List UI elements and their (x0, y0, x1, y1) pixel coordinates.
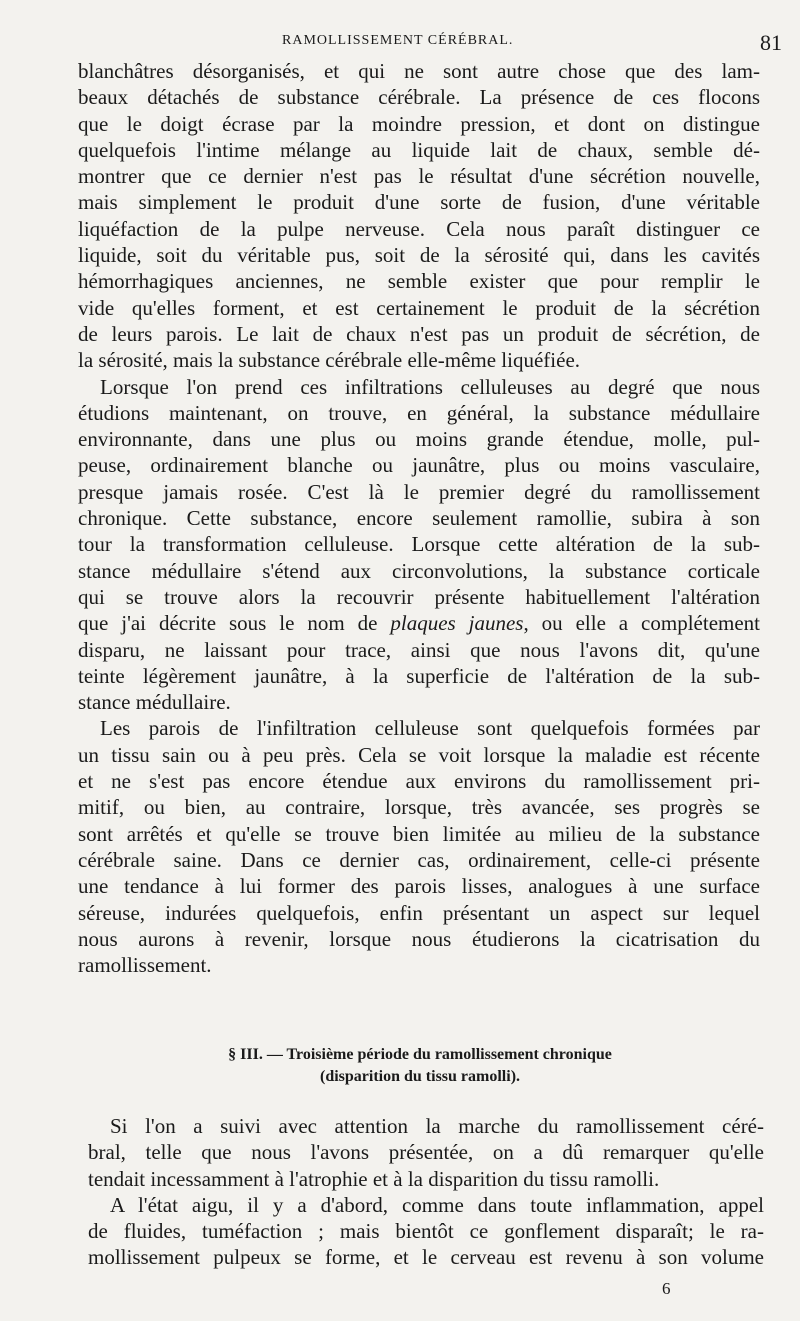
text-line: bral, telle que nous l'avons présentée, on a dû remarquer qu'elle (88, 1140, 764, 1165)
text-line: tour la transformation celluleuse. Lorsque cette altération de la sub- (78, 532, 760, 557)
paragraph-1 (78, 58, 760, 374)
section-heading-line-2: (disparition du tissu ramolli). (319, 1068, 521, 1085)
text-line: une tendance à lui former des parois lisses, analogues à une surface (78, 874, 760, 899)
running-header (0, 30, 800, 56)
paragraph-5 (88, 1192, 764, 1271)
text-line: disparu, ne laissant pour trace, ainsi que nous l'avons dit, qu'une (78, 637, 760, 662)
text-line: que le doigt écrase par la moindre pression, et dont on distingue (78, 111, 760, 136)
text-line: mollissement pulpeux se forme, et le cerveau est revenu à son volume (88, 1245, 764, 1270)
paragraph-3 (78, 715, 760, 978)
text-line: ramollissement. (78, 953, 212, 978)
section-heading-line-1: § III. — Troisième période du ramollissement chronique (228, 1046, 612, 1063)
text-line: séreuse, indurées quelquefois, enfin présentant un aspect sur lequel (78, 900, 760, 925)
text-line: Lorsque l'on prend ces infiltrations celluleuses au degré que nous (100, 374, 760, 399)
text-line: quelquefois l'intime mélange au liquide lait de chaux, semble dé- (78, 137, 760, 162)
text-line: stance médullaire s'étend aux circonvolutions, la substance corticale (78, 558, 760, 583)
body-text (78, 58, 760, 978)
paragraph-2 (78, 374, 760, 716)
text-line: stance médullaire. (78, 690, 231, 715)
text-line: qui se trouve alors la recouvrir présente habituellement l'altération (78, 584, 760, 609)
text-line: et ne s'est pas encore étendue aux environs du ramollissement pri- (78, 769, 760, 794)
text-line: environnante, dans une plus ou moins grande étendue, molle, pul- (78, 427, 760, 452)
text-line: A l'état aigu, il y a d'abord, comme dans toute inflammation, appel (110, 1192, 764, 1217)
text-line: nous aurons à revenir, lorsque nous étudierons la cicatrisation du (78, 926, 760, 951)
text-line: montrer que ce dernier n'est pas le résultat d'une sécrétion nouvelle, (78, 164, 760, 189)
text-line: Si l'on a suivi avec attention la marche du ramollissement céré- (110, 1114, 764, 1138)
text-line: beaux détachés de substance cérébrale. La présence de ces flocons (78, 85, 760, 110)
text-line: de leurs parois. Le lait de chaux n'est pas un produit de sécrétion, de (78, 321, 760, 346)
text-line: que j'ai décrite sous le nom de plaques jaunes, ou elle a complétement (78, 611, 761, 636)
text-line: blanchâtres désorganisés, et qui ne sont autre chose que des lam- (78, 59, 760, 83)
text-line: hémorrhagiques anciennes, ne semble exister que pour remplir le (78, 269, 760, 294)
text-line: vide qu'elles forment, et est certainement le produit de la sécrétion (78, 295, 760, 320)
text-line: peuse, ordinairement blanche ou jaunâtre, plus ou moins vasculaire, (78, 453, 760, 478)
text-line: mitif, ou bien, au contraire, lorsque, très avancée, ses progrès se (78, 795, 760, 820)
text-line: tendait incessamment à l'atrophie et à la disparition du tissu ramolli. (88, 1166, 660, 1191)
text-line: étudions maintenant, on trouve, en général, la substance médullaire (78, 400, 760, 425)
section-heading (150, 1044, 690, 1088)
signature-mark: 6 (662, 1279, 671, 1298)
page-number: 81 (760, 30, 782, 55)
body-text-continued (88, 1113, 764, 1271)
text-line: presque jamais rosée. C'est là le premier degré du ramollissement (78, 479, 760, 504)
text-line: liquide, soit du véritable pus, soit de la sérosité qui, dans les cavités (78, 243, 760, 268)
text-line: cérébrale saine. Dans ce dernier cas, ordinairement, celle-ci présente (78, 847, 760, 872)
text-line: chronique. Cette substance, encore seulement ramollie, subira à son (78, 506, 760, 531)
text-line: un tissu sain ou à peu près. Cela se voit lorsque la maladie est récente (78, 742, 760, 767)
italic-term: plaques jaunes (390, 611, 524, 636)
text-line: teinte légèrement jaunâtre, à la superficie de l'altération de la sub- (78, 663, 760, 688)
text-line: Les parois de l'infiltration celluleuse sont quelquefois formées par (100, 716, 760, 741)
text-line: sont arrêtés et qu'elle se trouve bien limitée au milieu de la substance (78, 821, 760, 846)
text-line: mais simplement le produit d'une sorte de fusion, d'une véritable (78, 190, 760, 215)
text-line: liquéfaction de la pulpe nerveuse. Cela nous paraît distinguer ce (78, 216, 760, 241)
paragraph-4 (88, 1113, 764, 1192)
text-line: la sérosité, mais la substance cérébrale elle-même liquéfiée. (78, 348, 581, 373)
running-title: RAMOLLISSEMENT CÉRÉBRAL. (282, 33, 514, 48)
text-line: de fluides, tuméfaction ; mais bientôt ce gonflement disparaît; le ra- (88, 1219, 764, 1244)
